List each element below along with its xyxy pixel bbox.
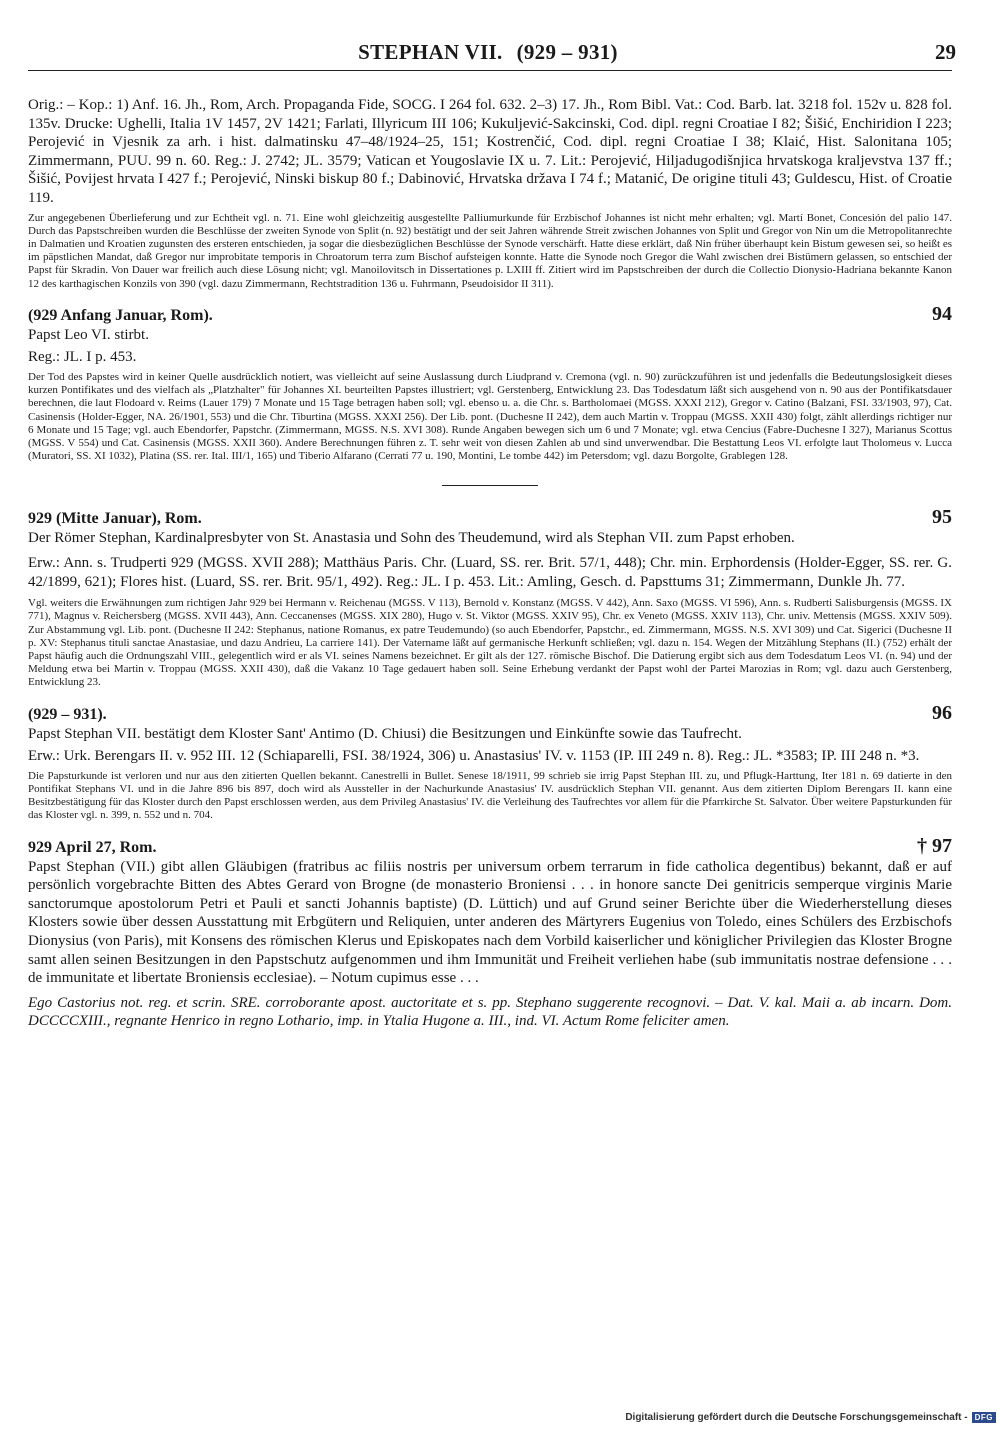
entry-summary: Papst Leo VI. stirbt. xyxy=(28,326,149,343)
entry-heading xyxy=(28,702,952,725)
entry-summary: Papst Stephan VII. bestätigt dem Kloster Sant' Antimo (D. Chiusi) die Besitzungen und Einkünfte sowie das Taufrecht. xyxy=(28,725,742,742)
entry-summary: Papst Stephan (VII.) gibt allen Gläubigen (fratribus ac filiis nostris per universum orbem terrarum in fide catholica degentibus) bekannt, daß er auf persönlich vorgebrachte Bitten des Abtes Gerard von Brogne (de monasterio Broniensi . . . in honore sancte Dei genitricis semperque virginis Marie sanctorumque apostolorum Petri et Pauli et sancti Johannis baptiste) (D. Lüttich) und auf Grund seiner Berichte über die Wiederherstellung dieses Klosters sowie über dessen Ausstattung mit Erbgütern und Reliquien, unter anderen des Märtyrers Eugenius von Toledo, eines Schülers des Erzbischofs Dionysius (von Paris), mit Konsens des römischen Klerus und Episkopates nach dem Vorbild kaiserlicher und königlicher Privilegien das Kloster Brogne samt allen seinen Besitzungen in den Papstschutz aufgenommen und ihm Immunität und Freiheit verliehen habe (sub immunitatis nostrae defensione . . . de immunitate et libertate Broniensis ecclesiae). – Notum cupimus esse . . . xyxy=(28,858,952,987)
entry-summary: Der Römer Stephan, Kardinalpresbyter von St. Anastasia und Sohn des Theudemund, wird als Stephan VII. zum Papst erhoben. xyxy=(28,530,795,547)
page xyxy=(24,0,956,1030)
entry-number: 95 xyxy=(932,506,952,529)
entry-heading xyxy=(28,506,952,529)
dfg-logo-icon: DFG xyxy=(972,1412,996,1423)
page-number: 29 xyxy=(935,40,956,64)
prev-entry-note: Zur angegebenen Überlieferung und zur Echtheit vgl. n. 71. Eine wohl gleichzeitig ausgestellte Palliumurkunde für Erzbischof Johannes ist nicht mehr erhalten; vgl. Martí Bonet, Concesión del palio 147. Durch das Papstschreiben wurden die Beschlüsse der zweiten Synode von Split (n. 92) bestätigt und der seit Jahren währende Streit zwischen Johannes von Split und Gregor von Nin um die Metropolitanrechte in Dalmatien und Kroatien zugunsten des ersteren entschieden, ja sogar die diesbezüglichen Beschlüsse der Synode verschärft. Hatte diese erklärt, daß Nin früher überhaupt kein Bistum gewesen sei, so heißt es im päpstlichen Mandat, daß Gregor nur improbitate temporis in Chroatorum terra zum Bischof aufsteigen konnte. Hatte die Synode noch Gregor die Wahl zwischen drei Bistümern gelassen, so entschied der Papst für Skradin. Von Dauer war freilich auch diese Lösung nicht; vgl. Manoilovitsch in Dissertationes p. LXIII ff. Zitiert wird im Papstschreiben der durch die Collectio Dionysio-Hadriana bekannte Kanon 12 des karthagischen Konzils von 390 (vgl. dazu Zimmermann, Rechtstradition 136 u. Fuhrmann, Pseudoisidor II 311). xyxy=(28,211,952,290)
entry-date: (929 Anfang Januar, Rom). xyxy=(28,306,213,324)
pontificate-years: (929 – 931) xyxy=(516,40,618,64)
page-title xyxy=(24,40,952,65)
entry-date: (929 – 931). xyxy=(28,705,107,723)
entry-number: 94 xyxy=(932,302,952,325)
entry-heading xyxy=(28,835,952,858)
regest-entry-97 xyxy=(28,835,952,1031)
entry-note: Der Tod des Papstes wird in keiner Quelle ausdrücklich notiert, was vielleicht auf seine Auslassung durch Liudprand v. Cremona (vgl. n. 90) zurückzuführen ist und jedenfalls die Bedeutungslosigkeit dieses kurzen Pontifikates und des vielfach als „Platzhalter" für Johannes XI. beurteilten Papstes illustriert; vgl. Gerstenberg, Entwicklung 23. Das Todesdatum läßt sich ausgehend von n. 90 aus der Pontifikatsdauer berechnen, die laut Flodoard v. Reims (Lauer 179) 7 Monate und 15 Tage betragen haben soll; vgl. ebenso u. a. die Chr. s. Bartholomaei (MGSS. XXXI 212), Gregor v. Catino (Balzani, FSI. 33/1903, 97), Cat. Casinensis (Holder-Egger, NA. 26/1901, 553) und die Chr. Tiburtina (MGSS. XXXI 256). Der Lib. pont. (Duchesne II 242), dem auch Martin v. Troppau (MGSS. XXII 430) folgt, zählt allerdings richtiger nur 6 Monate und 15 Tage; vgl. auch Ebendorfer, Papstchr. (Zimmermann, MGSS. N.S. XVI 308). Runde Angaben bewegen sich um 6 und 7 Monate; vgl. etwa Cencius (Fabre-Duchesne I 327), Marianus Scottus (MGSS. V 554) und Cat. Casinensis (MGSS. XXII 360). Andere Berechnungen führen z. T. sehr weit von diesen Zahlen ab und sind unverwendbar. Die Bestattung Leos VI. erfolgte laut Tholomeus v. Lucca (Muratori, SS. XI 1032), Platina (SS. rer. Ital. III/1, 165) und Tiberio Alfarano (Cerrati 77 u. 190, Montini, Le tombe 442) im Petersdom; vgl. dazu Borgolte, Grablegen 128. xyxy=(28,370,952,463)
entry-eschatocol: Ego Castorius not. reg. et scrin. SRE. corroborante apost. auctoritate et s. pp. Stephano suggerente recognovi. – Dat. V. kal. Maii a. ab incarn. Dom. DCCCCXIII., regnante Henrico in regno Lothario, imp. in Ytalia Hugone a. III., ind. VI. Actum Rome feliciter amen. xyxy=(28,994,952,1030)
entry-refs: Erw.: Urk. Berengars II. v. 952 III. 12 (Schiaparelli, FSI. 38/1924, 306) u. Anastasius' IV. v. 1153 (IP. III 249 n. 8). Reg.: JL. *3583; IP. III 248 n. *3. xyxy=(28,748,920,765)
pope-name: STEPHAN VII. xyxy=(358,40,503,64)
regest-entry-96 xyxy=(28,702,952,823)
entry-note: Die Papsturkunde ist verloren und nur aus den zitierten Quellen bekannt. Canestrelli in Bullet. Senese 18/1911, 99 schrieb sie irrig Papst Stephan III. zu, und Pflugk-Harttung, Iter 181 n. 69 datierte in den Pontifikat Stephans VI. und in die Jahre 896 bis 897, doch wird als Aussteller in der Nachurkunde Anastasius' IV. ausdrücklich Stephan VII. genannt. Aus dem zitierten Diplom Berengars II. kann eine Besitzbestätigung für das Kloster durch den Papst erschlossen werden, aus dem Privileg Anastasius' IV. die Verleihung des Taufrechtes vor allem für die Pfarrkirche St. Salvator. Über weitere Papsturkunden für das Kloster vgl. n. 399, n. 552 und n. 704. xyxy=(28,769,952,822)
entry-note: Vgl. weiters die Erwähnungen zum richtigen Jahr 929 bei Hermann v. Reichenau (MGSS. V 113), Bernold v. Konstanz (MGSS. V 442), Ann. Saxo (MGSS. VI 596), Ann. s. Rudberti Salisburgensis (MGSS. IX 771), Magnus v. Reichersberg (MGSS. XVII 443), Ann. Ceccanenses (MGSS. XIX 280), Hugo v. St. Viktor (MGSS. XXIV 95), Chr. ex Veneto (MGSS. XXIV 113), Chr. univ. Mettensis (MGSS. XXIV 509). Zur Abstammung vgl. Lib. pont. (Duchesne II 242: Stephanus, natione Romanus, ex patre Teudemundo) (so auch Ebendorfer, Papstchr., ed. Zimmermann, MGSS. N.S. XVI 309) und Cat. Sigerici (Duchesne II p. XV: Stephanus tituli sanctae Anastasiae, und dazu Andrieu, La carriere 141). Der Vatername läßt auf germanische Herkunft schließen; vgl. dazu n. 154. Wegen der Mitzählung Stephans (II.) (752) erhält der Papst häufig auch die Ordnungszahl VIII., gelegentlich wird er als VI. seines Namens bezeichnet. Er gilt als der 127. römische Bischof. Die Datierung ergibt sich aus dem Todesdatum Leos VI. (n. 94) und der Meldung etwa bei Martin v. Troppau (MGSS. XXII 430), daß die Vakanz 10 Tage gedauert haben soll. Seine Erhebung verdankt der Papst wohl der Partei Marozias in Rom; vgl. dazu auch Gerstenberg, Entwicklung 23. xyxy=(28,597,952,689)
entry-date: 929 (Mitte Januar), Rom. xyxy=(28,510,202,528)
header-rule xyxy=(28,70,952,71)
entry-number: † 97 xyxy=(917,834,952,857)
entry-heading xyxy=(28,303,952,326)
section-divider xyxy=(442,485,538,486)
running-head xyxy=(24,0,956,64)
content xyxy=(28,96,952,1031)
entry-number: 96 xyxy=(932,701,952,724)
regest-entry-95 xyxy=(28,506,952,689)
regest-entry-94 xyxy=(28,303,952,464)
footer-credit: Digitalisierung gefördert durch die Deutsche Forschungsgemeinschaft - xyxy=(625,1412,968,1423)
entry-date: 929 April 27, Rom. xyxy=(28,838,157,856)
prev-entry-sources: Orig.: – Kop.: 1) Anf. 16. Jh., Rom, Arch. Propaganda Fide, SOCG. I 264 fol. 632. 2–3) 17. Jh., Rom Bibl. Vat.: Cod. Barb. lat. 3218 fol. 152v u. 828 fol. 135v. Drucke: Ughelli, Italia 1V 1457, 2V 1421; Farlati, Illyricum III 106; Kukuljević-Sakcinski, Cod. dipl. regni Croatiae I 82; Šišić, Enchiridion I 223; Perojević in Vjesnik za arh. i hist. dalmatinsku 47–48/1924–25, 151; Kostrenčić, Cod. dipl. regni Croatiae I 38; Klaić, Hist. Salonitana 105; Zimmermann, PUU. 99 n. 60. Reg.: J. 2742; JL. 3579; Vatican et Yougoslavie IX u. 7. Lit.: Perojević, Hiljadugodišnjica hrvatskoga kraljevstva 137 ff.; Šišić, Povijest hrvata I 427 f.; Perojević, Ninski biskup 80 f.; Dabinović, Hrvatska država I 74 f.; Matanić, De origine tituli 43; Guldescu, Hist. of Croatie 119. xyxy=(28,97,952,206)
entry-refs: Reg.: JL. I p. 453. xyxy=(28,349,137,366)
entry-refs: Erw.: Ann. s. Trudperti 929 (MGSS. XVII 288); Matthäus Paris. Chr. (Luard, SS. rer. Brit. 57/1, 448); Chr. min. Erphordensis (Holder-Egger, SS. rer. G. 42/1899, 621); Flores hist. (Luard, SS. rer. Brit. 95/1, 492). Reg.: JL. I p. 453. Lit.: Amling, Gesch. d. Papsttums 31; Zimmermann, Dunkle Jh. 77. xyxy=(28,554,952,590)
footer xyxy=(625,1412,996,1423)
